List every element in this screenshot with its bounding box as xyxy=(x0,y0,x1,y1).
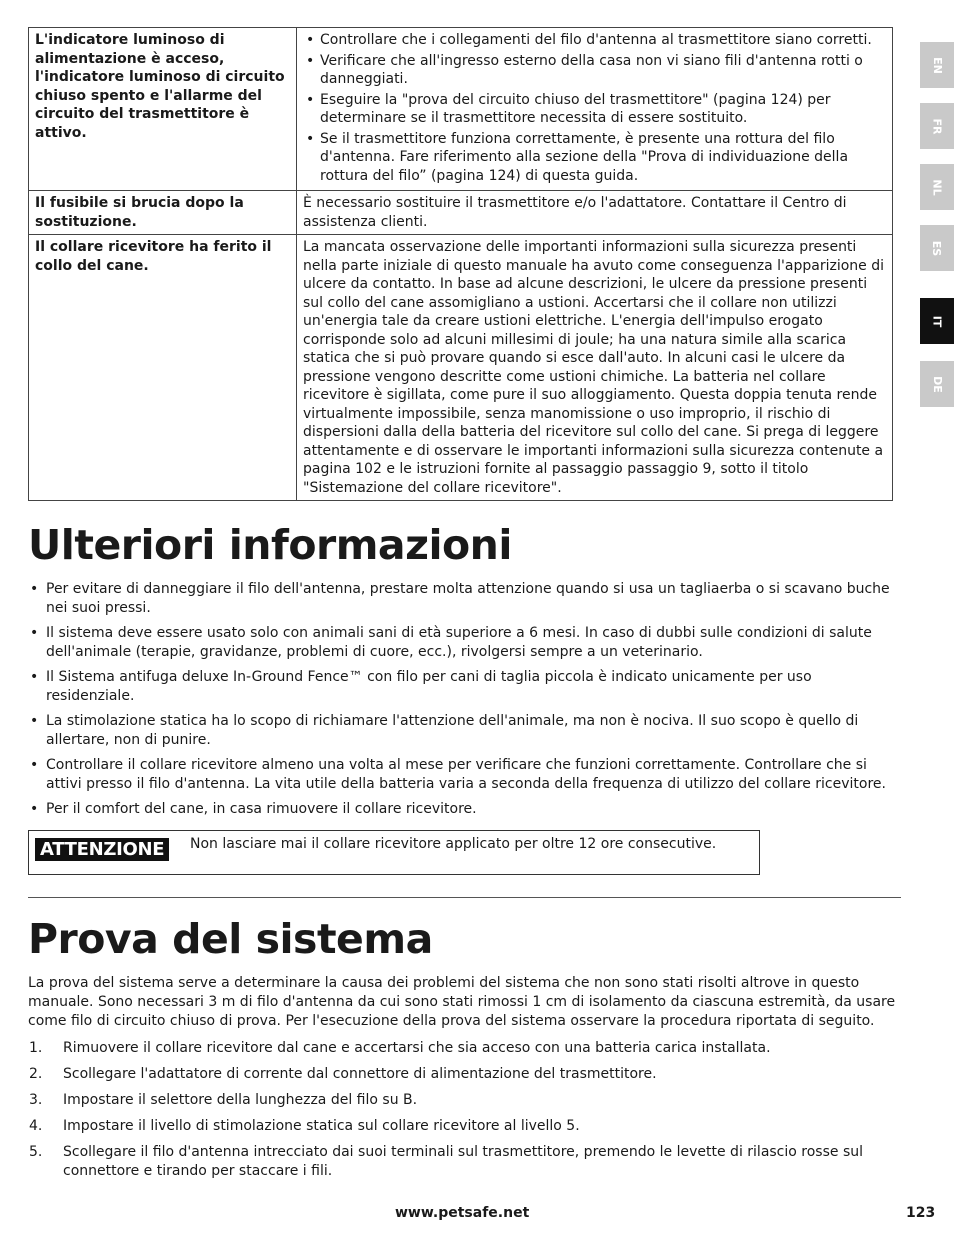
section-title-system-test: Prova del sistema xyxy=(28,915,433,963)
tab-es[interactable]: ES xyxy=(920,225,954,271)
list-item: • Il sistema deve essere usato solo con animali sani di età superiore a 6 mesi. In caso di dubbi sulle condizioni di salute dell'animale (terapie, gravidanze, problemi di cuore, ecc.), rivolgersi sempre a un veterinario. xyxy=(28,624,894,662)
step-item xyxy=(28,1143,902,1181)
step-text: Scollegare l'adattatore di corrente dal connettore di alimentazione del trasmettitore. xyxy=(63,1066,657,1082)
step-text: Rimuovere il collare ricevitore dal cane e accertarsi che sia acceso con una batteria carica installata. xyxy=(63,1040,771,1056)
step-number: 4. xyxy=(29,1118,43,1134)
tab-nl[interactable]: NL xyxy=(920,164,954,210)
table-row xyxy=(29,235,893,501)
warning-text: Non lasciare mai il collare ricevitore applicato per oltre 12 ore consecutive. xyxy=(190,836,717,852)
tab-it[interactable]: IT xyxy=(920,298,954,344)
footer-url[interactable]: www.petsafe.net xyxy=(395,1205,530,1221)
problem-cell: Il collare ricevitore ha ferito il collo del cane. xyxy=(29,235,297,501)
list-item: • Per evitare di danneggiare il filo dell'antenna, prestare molta attenzione quando si usa un tagliaerba o si scavano buche nei suoi pressi. xyxy=(28,580,894,618)
tab-en[interactable]: EN xyxy=(920,42,954,88)
list-item: • Il Sistema antifuga deluxe In-Ground Fence™ con filo per cani di taglia piccola è indicato unicamente per uso residenziale. xyxy=(28,668,894,706)
step-number: 3. xyxy=(29,1092,43,1108)
step-item xyxy=(28,1039,902,1058)
troubleshooting-table xyxy=(28,27,893,501)
list-item: • Controllare il collare ricevitore almeno una volta al mese per verificare che funzioni correttamente. Controllare che si attivi presso il filo d'antenna. La vita utile della batteria varia a seconda della frequenza di utilizzo del collare ricevitore. xyxy=(28,756,894,794)
table-row xyxy=(29,191,893,235)
step-text: Impostare il selettore della lunghezza del filo su B. xyxy=(63,1092,418,1108)
solution-cell: È necessario sostituire il trasmettitore e/o l'adattatore. Contattare il Centro di assistenza clienti. xyxy=(297,191,893,235)
problem-cell: L'indicatore luminoso di alimentazione è acceso, l'indicatore luminoso di circuito chiuso spento e l'allarme del circuito del trasmettitore è attivo. xyxy=(29,28,297,191)
problem-cell: Il fusibile si brucia dopo la sostituzione. xyxy=(29,191,297,235)
step-text: Scollegare il filo d'antenna intrecciato dai suoi terminali sul trasmettitore, premendo le levette di rilascio rosse sul connettore e tirando per staccare i fili. xyxy=(63,1144,864,1179)
list-item: • Se il trasmettitore funziona correttamente, è presente una rottura del filo d'antenna. Fare riferimento alla sezione della "Prova di individuazione della rottura del filo” (pagina 124) di questa guida. xyxy=(303,130,886,186)
list-item: • Verificare che all'ingresso esterno della casa non vi siano fili d'antenna rotti o danneggiati. xyxy=(303,52,886,89)
step-item xyxy=(28,1091,902,1110)
solution-cell xyxy=(297,28,893,191)
list-item: • Controllare che i collegamenti del filo d'antenna al trasmettitore siano corretti. xyxy=(303,31,886,50)
system-test-steps xyxy=(28,1039,902,1188)
step-number: 5. xyxy=(29,1144,43,1160)
step-text: Impostare il livello di stimolazione statica sul collare ricevitore al livello 5. xyxy=(63,1118,580,1134)
solution-list xyxy=(303,31,886,185)
solution-cell: La mancata osservazione delle importanti informazioni sulla sicurezza presenti nella parte iniziale di questo manuale ha avuto come conseguenza l'apparizione di ulcere da contatto. In base ad alcune descrizioni, le ulcere da pressione presenti sul collo del cane assomigliano a ustioni. Accertarsi che il collare non utilizzi un'energia tale da creare ustioni elettriche. L'energia dell'impulso erogato corrisponde solo ad alcuni millesimi di joule; ha una natura simile alla scarica statica che si può provare quando si esce dall'auto. In alcuni casi le ulcere da pressione vengono descritte come ustioni chimiche. La batteria nel collare ricevitore è sigillata, come pure il suo alloggiamento. Questa doppia tenuta rende virtualmente impossibile, senza manomissione o uso improprio, il rischio di dispersioni dalla della batteria del ricevitore sul collo del cane. Si prega di leggere attentamente e di osservare le importanti informazioni sulla sicurezza contenute a pagina 102 e le istruzioni fornite al passaggio passaggio 9, sotto il titolo "Sistemazione del collare ricevitore". xyxy=(297,235,893,501)
warning-box xyxy=(28,830,760,875)
section-title-more-info: Ulteriori informazioni xyxy=(28,521,512,569)
step-item xyxy=(28,1065,902,1084)
step-number: 1. xyxy=(29,1040,43,1056)
step-item xyxy=(28,1117,902,1136)
system-test-intro: La prova del sistema serve a determinare la causa dei problemi del sistema che non sono stati risolti altrove in questo manuale. Sono necessari 3 m di filo d'antenna da cui sono stati rimossi 1 cm di isolamento da ciascuna estremità, da usare come filo di circuito chiuso di prova. Per l'esecuzione della prova del sistema osservare la procedura riportata di seguito. xyxy=(28,975,896,1029)
list-item: • La stimolazione statica ha lo scopo di richiamare l'attenzione dell'animale, ma non è nociva. Il suo scopo è quello di allertare, non di punire. xyxy=(28,712,894,750)
list-item: • Eseguire la "prova del circuito chiuso del trasmettitore" (pagina 124) per determinare se il trasmettitore necessita di essere sostituito. xyxy=(303,91,886,128)
step-number: 2. xyxy=(29,1066,43,1082)
page-number: 123 xyxy=(906,1205,936,1221)
more-info-list xyxy=(28,580,894,825)
list-item: • Per il comfort del cane, in casa rimuovere il collare ricevitore. xyxy=(28,800,894,819)
table-row xyxy=(29,28,893,191)
tab-fr[interactable]: FR xyxy=(920,103,954,149)
tab-de[interactable]: DE xyxy=(920,361,954,407)
warning-badge: ATTENZIONE xyxy=(35,838,169,861)
divider xyxy=(28,897,901,898)
